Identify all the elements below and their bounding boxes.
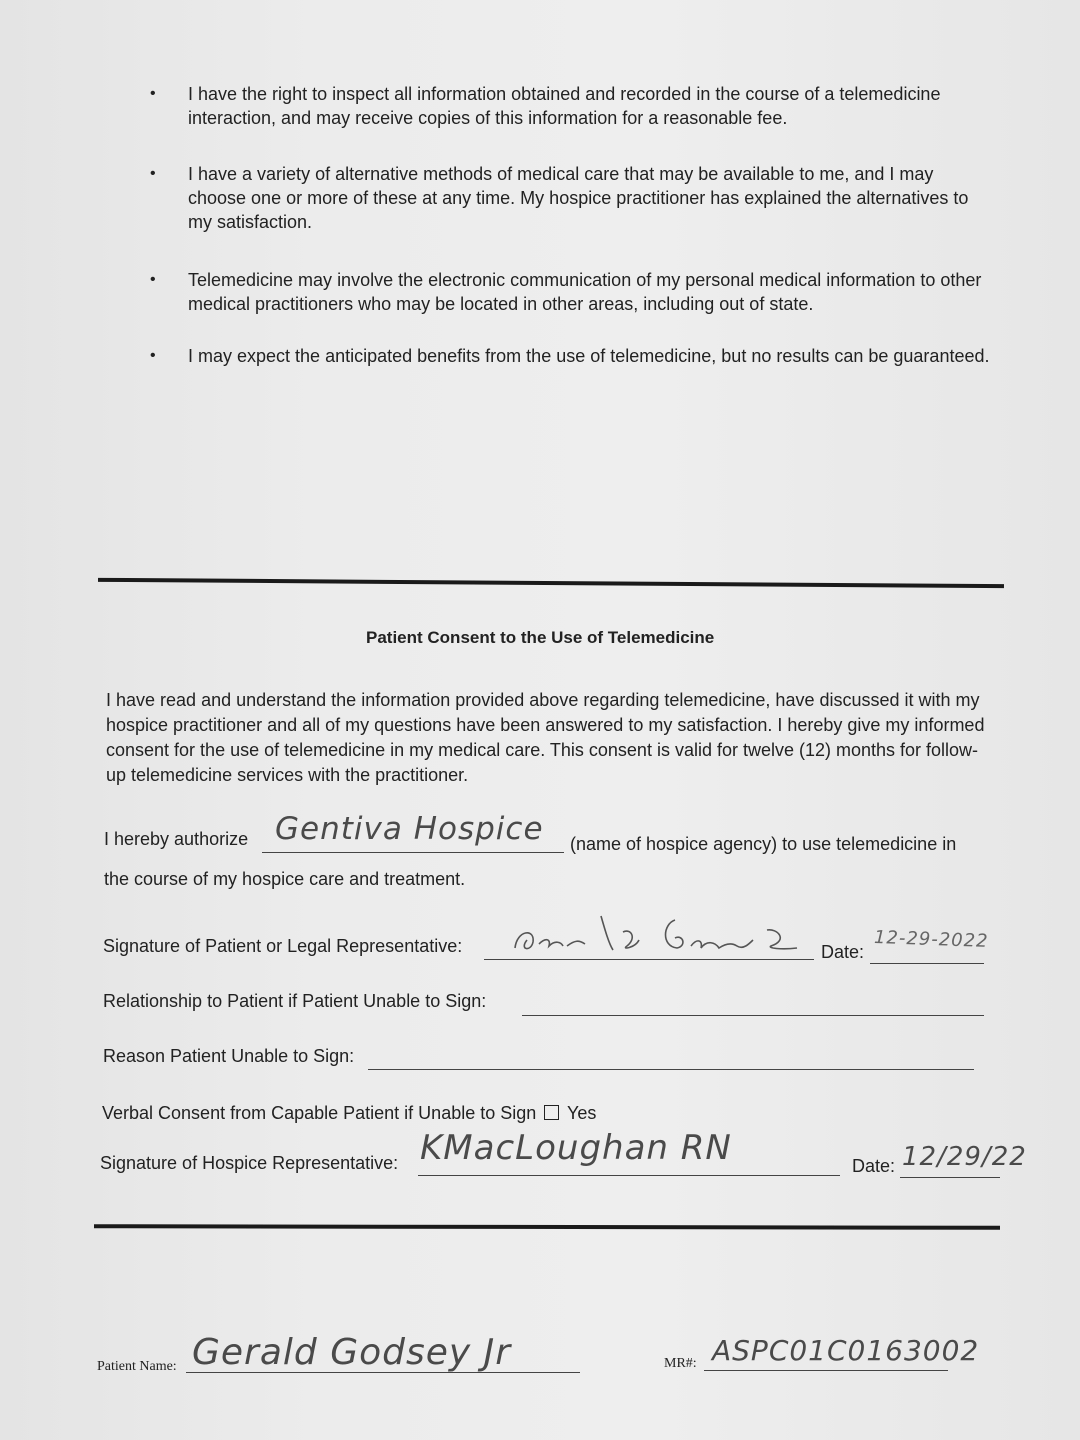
consent-title: Patient Consent to the Use of Telemedicine	[366, 628, 715, 647]
list-item-text: I have the right to inspect all information obtained and recorded in the course of a telemedicine interaction, and may receive copies of this information for a reasonable fee.	[188, 84, 941, 128]
rep-signature-label: Signature of Hospice Representative:	[100, 1153, 399, 1173]
patient-name-label: Patient Name:	[97, 1359, 177, 1374]
patient-name-handwritten: Gerald Godsey Jr	[192, 1332, 512, 1373]
reason-label: Reason Patient Unable to Sign:	[103, 1046, 355, 1066]
mr-number-handwritten: ASPC01C0163002	[712, 1334, 980, 1367]
verbal-consent-label: Verbal Consent from Capable Patient if Unable to Sign	[102, 1103, 537, 1123]
verbal-consent-checkbox[interactable]	[544, 1105, 559, 1120]
mr-number-field[interactable]	[704, 1370, 948, 1371]
section-divider-top	[98, 578, 1004, 588]
authorize-prefix: I hereby authorize	[104, 829, 249, 849]
list-item-text: Telemedicine may involve the electronic communication of my personal medical information to other medical practitioners who may be located in other areas, including out of state.	[188, 270, 982, 314]
section-divider-bottom	[94, 1224, 1000, 1230]
agency-name-handwritten: Gentiva Hospice	[275, 811, 544, 847]
bullet-icon: •	[150, 85, 156, 102]
mr-number-label: MR#:	[664, 1356, 697, 1371]
rep-date-label: Date:	[852, 1156, 896, 1176]
consent-paragraph: I have read and understand the information provided above regarding telemedicine, have discussed it with my hospice practitioner and all of my questions have been answered to my satisfaction. I hereby give my informed consent for the use of telemedicine in my medical care. This consent is valid for twelve (12) months for follow-up telemedicine services with the practitioner.	[106, 690, 985, 785]
rep-signature-handwritten: KMacLoughan RN	[420, 1128, 732, 1168]
patient-signature-label: Signature of Patient or Legal Representative:	[103, 936, 463, 956]
list-item-text: I may expect the anticipated benefits from the use of telemedicine, but no results can be guaranteed.	[188, 346, 990, 366]
authorize-suffix: (name of hospice agency) to use telemedicine in	[570, 834, 957, 854]
patient-date-field[interactable]	[870, 963, 984, 964]
rep-signature-field[interactable]	[418, 1175, 840, 1176]
bullet-icon: •	[150, 347, 156, 364]
patient-signature-scribble	[505, 910, 805, 960]
rep-date-handwritten: 12/29/22	[902, 1142, 1027, 1172]
relationship-field[interactable]	[522, 1015, 984, 1016]
verbal-consent-option: Yes	[566, 1103, 597, 1123]
bullet-icon: •	[150, 271, 156, 288]
patient-date-handwritten: 12-29-2022	[873, 927, 989, 952]
authorize-line-2: the course of my hospice care and treatment.	[104, 869, 466, 889]
verbal-consent-row	[102, 1103, 596, 1124]
relationship-label: Relationship to Patient if Patient Unable to Sign:	[103, 991, 487, 1011]
list-item-text: I have a variety of alternative methods of medical care that may be available to me, and I may choose one or more of these at any time. My hospice practitioner has explained the alternatives to my satisfaction.	[188, 164, 969, 232]
agency-name-field[interactable]	[262, 852, 564, 853]
rep-date-field[interactable]	[900, 1177, 1000, 1178]
reason-field[interactable]	[368, 1069, 974, 1070]
bullet-icon: •	[150, 165, 156, 182]
patient-date-label: Date:	[821, 942, 865, 962]
